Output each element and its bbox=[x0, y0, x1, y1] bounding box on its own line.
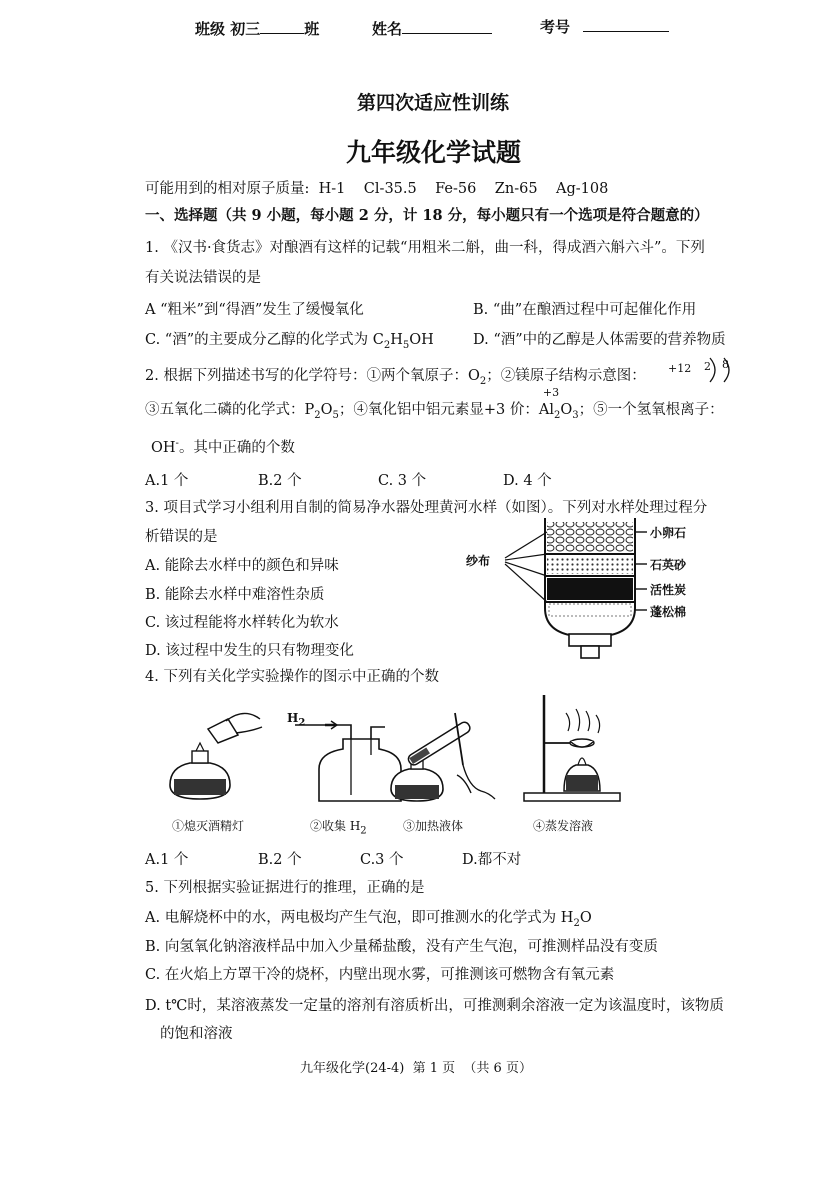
h2-gas-label bbox=[287, 711, 305, 728]
q1-stem-1: 1. 《汉书·食货志》对酿酒有这样的记载“用粗米二斛，曲一科，得成酒六斛六斗”。下列 bbox=[145, 240, 705, 256]
q2-stem-pre: 2. 根据下列描述书写的化学符号：①两个氧原子：O bbox=[145, 368, 480, 384]
mg-shell-2-electrons: 8 bbox=[722, 358, 729, 371]
q1-option-a[interactable]: A “粗米”到“得酒”发生了缓慢氧化 bbox=[145, 302, 364, 318]
q2-line2-mid: O bbox=[320, 402, 333, 418]
name-blank[interactable] bbox=[402, 19, 492, 34]
q2-line2-sub1: 2 bbox=[314, 409, 321, 421]
al-valence: +3 bbox=[542, 386, 560, 399]
q2-option-d[interactable]: D. 4 个 bbox=[503, 473, 552, 489]
q2-option-c[interactable]: C. 3 个 bbox=[378, 473, 427, 489]
q5-option-a[interactable] bbox=[145, 906, 592, 929]
q4-stem: 4. 下列有关化学实验操作的图示中正确的个数 bbox=[145, 669, 439, 685]
name-field bbox=[372, 18, 492, 39]
class-label: 班级 bbox=[195, 20, 226, 38]
label-activated-carbon: 活性炭 bbox=[650, 583, 687, 597]
label-quartz-sand: 石英砂 bbox=[650, 558, 687, 572]
oh-charge: - bbox=[175, 438, 179, 450]
q2-option-b[interactable]: B.2 个 bbox=[258, 473, 302, 489]
q3-option-c[interactable]: C. 该过程能将水样转化为软水 bbox=[145, 615, 339, 631]
h2-symbol: H bbox=[287, 711, 299, 725]
caption-fig1: ①熄灭酒精灯 bbox=[172, 819, 245, 833]
q4-option-a[interactable]: A.1 个 bbox=[145, 852, 189, 868]
q1-option-b[interactable]: B. “曲”在酿酒过程中可起催化作用 bbox=[473, 302, 697, 318]
q5-a-pre: A. 电解烧杯中的水，两电极均产生气泡，即可推测水的化学式为 H bbox=[145, 910, 574, 926]
q1-stem-2: 有关说法错误的是 bbox=[145, 270, 261, 286]
atomic-masses: 可能用到的相对原子质量: H-1 Cl-35.5 Fe-56 Zn-65 Ag-108 bbox=[145, 181, 609, 197]
mg-atom-diagram bbox=[660, 356, 770, 384]
q3-option-a[interactable]: A. 能除去水样中的颜色和异味 bbox=[145, 558, 339, 574]
caption-fig2-pre: ②收集 H bbox=[310, 819, 361, 833]
q2-stem-3 bbox=[151, 436, 295, 457]
o-sub: 3 bbox=[572, 409, 579, 421]
q1-c-sub1: 2 bbox=[383, 339, 391, 351]
q5-option-c[interactable]: C. 在火焰上方罩干冷的烧杯，内壁出现水雾，可推测该可燃物含有氧元素 bbox=[145, 967, 615, 983]
class-suffix: 班 bbox=[304, 20, 320, 38]
q5-stem: 5. 下列根据实验证据进行的推理，正确的是 bbox=[145, 880, 425, 896]
q2-line2-post: ；④氧化铝中铝元素显+3 价： bbox=[338, 402, 539, 418]
alcohol-lamp-figure bbox=[160, 705, 270, 815]
class-field bbox=[195, 18, 319, 39]
q1-option-c[interactable] bbox=[145, 328, 434, 351]
heat-liquid-figure bbox=[385, 705, 505, 815]
label-cotton: 蓬松棉 bbox=[650, 605, 687, 619]
q2-line2-pre: ③五氧化二磷的化学式：P bbox=[145, 402, 315, 418]
o-symbol: O bbox=[560, 402, 573, 418]
q1-c-pre: C. “酒”的主要成分乙醇的化学式为 C bbox=[145, 332, 384, 348]
q2-stem-post: ；②镁原子结构示意图： bbox=[486, 368, 646, 384]
q4-option-b[interactable]: B.2 个 bbox=[258, 852, 302, 868]
q1-option-d[interactable]: D. “酒”中的乙醇是人体需要的营养物质 bbox=[473, 332, 726, 348]
exam-subtitle: 第四次适应性训练 bbox=[357, 92, 510, 114]
q5-option-b[interactable]: B. 向氢氧化钠溶液样品中加入少量稀盐酸，没有产生气泡，可推测样品没有变质 bbox=[145, 939, 658, 955]
caption-fig2 bbox=[310, 817, 367, 836]
q1-c-post: OH bbox=[409, 332, 434, 348]
class-grade: 初三 bbox=[230, 20, 261, 38]
oh-symbol: OH bbox=[151, 440, 176, 456]
q3-option-d[interactable]: D. 该过程中发生的只有物理变化 bbox=[145, 643, 354, 659]
al-sub: 2 bbox=[554, 409, 561, 421]
label-pebble: 小卵石 bbox=[650, 526, 687, 540]
q4-option-d[interactable]: D.都不对 bbox=[462, 852, 522, 868]
q3-stem-2: 析错误的是 bbox=[145, 529, 218, 545]
q5-option-d-line1[interactable]: D. t℃时，某溶液蒸发一定量的溶剂有溶质析出，可推测剩余溶液一定为该温度时，该物质 bbox=[145, 998, 724, 1014]
q2-line2-tail: ；⑤一个氢氧根离子： bbox=[578, 402, 724, 418]
q4-option-c[interactable]: C.3 个 bbox=[360, 852, 404, 868]
al-symbol: Al bbox=[538, 402, 554, 418]
class-blank[interactable] bbox=[260, 19, 304, 34]
mg-shell-1-electrons: 2 bbox=[704, 360, 711, 373]
water-filter-diagram bbox=[535, 512, 735, 662]
q2-line3-post: 。其中正确的个数 bbox=[178, 440, 295, 456]
q2-stem-sub: 2 bbox=[479, 375, 487, 387]
section-heading: 一、选择题（共 9 小题，每小题 2 分，计 18 分，每小题只有一个选项是符合题意的） bbox=[145, 207, 709, 224]
q1-c-mid: H bbox=[390, 332, 403, 348]
q2-stem-1 bbox=[145, 364, 646, 387]
exam-title: 九年级化学试题 bbox=[346, 138, 522, 167]
caption-fig2-sub: 2 bbox=[360, 825, 367, 837]
q2-option-a[interactable]: A.1 个 bbox=[145, 473, 189, 489]
mg-nucleus: +12 bbox=[668, 362, 692, 375]
name-label: 姓名 bbox=[372, 20, 403, 38]
q5-option-d-line2: 的饱和溶液 bbox=[160, 1026, 233, 1042]
q3-stem-1: 3. 项目式学习小组利用自制的简易净水器处理黄河水样（如图）。下列对水样处理过程分 bbox=[145, 500, 708, 516]
id-label: 考号 bbox=[540, 18, 571, 36]
q5-a-post: O bbox=[579, 910, 592, 926]
page-footer: 九年级化学(24-4) 第 1 页 （共 6 页） bbox=[300, 1061, 532, 1076]
evaporate-solution-figure bbox=[520, 693, 630, 803]
q1-c-sub2: 5 bbox=[402, 339, 410, 351]
q3-option-b[interactable]: B. 能除去水样中难溶性杂质 bbox=[145, 587, 325, 603]
label-gauze: 纱布 bbox=[466, 554, 491, 568]
caption-fig3: ③加热液体 bbox=[403, 819, 464, 833]
al2o3-formula bbox=[538, 386, 579, 421]
id-blank[interactable] bbox=[583, 17, 669, 32]
q2-stem-2 bbox=[145, 386, 724, 421]
id-field bbox=[540, 16, 669, 37]
q5-a-sub: 2 bbox=[573, 917, 580, 929]
q2-line2-sub2: 5 bbox=[332, 409, 339, 421]
caption-fig4: ④蒸发溶液 bbox=[533, 819, 594, 833]
h2-sub: 2 bbox=[298, 717, 306, 729]
